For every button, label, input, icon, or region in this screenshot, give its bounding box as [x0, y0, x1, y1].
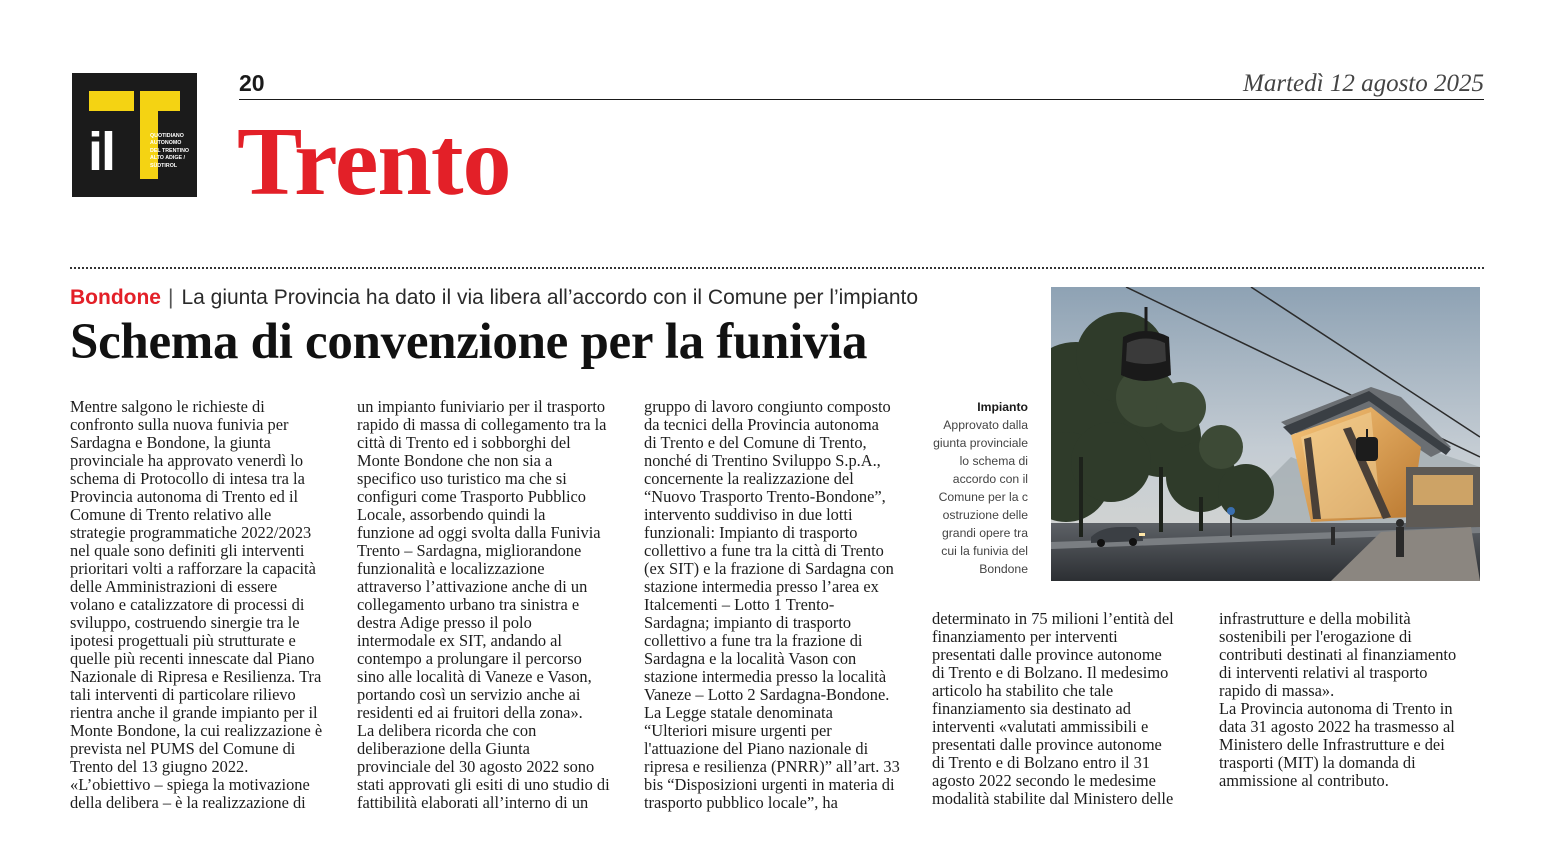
- article-text-line: Sardagna e la località Vason con: [644, 649, 857, 668]
- article-column-5: [1219, 610, 1484, 790]
- article-text-line: La delibera ricorda che con: [357, 721, 537, 740]
- article-text-line: funzione ad oggi svolta dalla Funivia: [357, 523, 601, 542]
- article-text-line: residenti ed ai fruitori della zona».: [357, 703, 583, 722]
- article-text-line: presentati dalle province autonome: [932, 735, 1162, 754]
- article-text-line: di Trento e del Comune di Trento,: [644, 433, 867, 452]
- article-column-4: [932, 610, 1197, 808]
- article-text-line: funzionali: Impianto di trasporto: [644, 523, 858, 542]
- article-column-3: [644, 398, 909, 812]
- article-text-line: Sardagna e Bondone, la giunta: [70, 433, 271, 452]
- cable-car-station-image: [1051, 287, 1480, 581]
- article-column-1: [70, 398, 335, 812]
- article-text-line: provinciale del 30 agosto 2022 sono: [357, 757, 595, 776]
- article-text-line: “Ulteriori misure urgenti per: [644, 721, 832, 740]
- article-text-line: Trento – Sardagna, migliorandone: [357, 541, 582, 560]
- article-text-line: contempo a prolungare il percorso: [357, 649, 582, 668]
- article-text-line: Trento del 13 giugno 2022.: [70, 757, 249, 776]
- article-text-line: della delibera – è la realizzazione di: [70, 793, 306, 812]
- article-text-line: collettivo a fune tra la frazione di: [644, 631, 863, 650]
- newspaper-logo: [72, 73, 197, 197]
- article-text-line: determinato in 75 milioni l’entità del: [932, 609, 1174, 628]
- logo-tagline-line: ALTO ADIGE /: [150, 155, 185, 162]
- logo-tagline-line: DEL TRENTINO: [150, 147, 190, 154]
- article-text-line: Ministero delle Infrastrutture e dei: [1219, 735, 1445, 754]
- caption-line: Bondone: [979, 562, 1028, 576]
- article-text-line: confronto sulla nuova funivia per: [70, 415, 289, 434]
- article-text-line: collegamento urbano tra sinistra e: [357, 595, 580, 614]
- article-headline: Schema di convenzione per la funivia: [70, 314, 868, 370]
- article-text-line: La Legge statale denominata: [644, 703, 833, 722]
- logo-tagline: [150, 133, 194, 170]
- article-text-line: configuri come Trasporto Pubblico: [357, 487, 586, 506]
- article-text-line: (ex SIT) e la frazione di Sardagna con: [644, 559, 894, 578]
- article-text-line: attraverso l’attivazione anche di un: [357, 577, 588, 596]
- article-text-line: finanziamento sia destinato ad: [932, 699, 1131, 718]
- article-text-line: ipotesi progettuali più strutturate e: [70, 631, 296, 650]
- article-text-line: da tecnici della Provincia autonoma: [644, 415, 879, 434]
- article-text-line: portando così un servizio anche ai: [357, 685, 581, 704]
- article-text-line: Provincia autonoma di Trento ed il: [70, 487, 299, 506]
- article-text-line: specifico uso turistico ma che si: [357, 469, 567, 488]
- article-text-line: tali interventi di particolare rilievo: [70, 685, 296, 704]
- kicker-text: La giunta Provincia ha dato il via libera all’accordo con il Comune per l’impianto: [181, 286, 919, 309]
- article-text-line: “Nuovo Trasporto Trento-Bondone”,: [644, 487, 886, 506]
- article-text-line: trasporto pubblico locale”, ha: [644, 793, 838, 812]
- article-text-line: l'attuazione del Piano nazionale di: [644, 739, 869, 758]
- article-text-line: stati approvati gli esiti di uno studio di: [357, 775, 610, 794]
- article-text-line: Locale, assorbendo quindi la: [357, 505, 546, 524]
- caption-line: Approvato dalla: [943, 418, 1028, 432]
- article-text-line: prioritari volti a rafforzare la capacità: [70, 559, 316, 578]
- article-text-line: nel quale sono definiti gli interventi: [70, 541, 305, 560]
- article-text-line: stazione intermedia presso l’area ex: [644, 577, 879, 596]
- caption-line: Comune per la c: [938, 490, 1028, 504]
- logo-i-dot: [89, 91, 134, 111]
- article-text-line: stazione intermedia presso la località: [644, 667, 887, 686]
- article-text-line: rapido di massa di collegamento tra la: [357, 415, 607, 434]
- caption-line: accordo con il: [952, 472, 1028, 486]
- caption-line: giunta provinciale: [933, 436, 1028, 450]
- article-kicker: [70, 284, 918, 312]
- article-text-line: agosto 2022 secondo le medesime: [932, 771, 1156, 790]
- section-title: Trento: [237, 108, 511, 216]
- article-text-line: infrastrutture e della mobilità: [1219, 609, 1411, 628]
- article-text-line: «L’obiettivo – spiega la motivazione: [70, 775, 310, 794]
- article-text-line: gruppo di lavoro congiunto composto: [644, 397, 891, 416]
- section-divider: [70, 267, 1484, 269]
- article-text-line: concernente la realizzazione del: [644, 469, 854, 488]
- article-text-line: modalità stabilite dal Ministero delle: [932, 789, 1174, 808]
- article-text-line: nonché di Trentino Sviluppo S.p.A.,: [644, 451, 881, 470]
- article-text-line: Italcementi – Lotto 1 Trento-: [644, 595, 835, 614]
- article-text-line: trasporti (MIT) la domanda di: [1219, 753, 1416, 772]
- article-text-line: Monte Bondone che non sia a: [357, 451, 553, 470]
- article-text-line: Vaneze – Lotto 2 Sardagna-Bondone.: [644, 685, 890, 704]
- article-text-line: interventi «valutati ammissibili e: [932, 717, 1149, 736]
- article-text-line: fattibilità elaborati all’interno di un: [357, 793, 589, 812]
- article-text-line: Comune di Trento relativo alle: [70, 505, 272, 524]
- article-text-line: Monte Bondone, la cui realizzazione è: [70, 721, 323, 740]
- caption-line: cui la funivia del: [941, 544, 1028, 558]
- article-text-line: città di Trento ed i sobborghi del: [357, 433, 571, 452]
- article-text-line: di interventi relativi al trasporto: [1219, 663, 1428, 682]
- caption-line: grandi opere tra: [941, 526, 1028, 540]
- article-text-line: schema di Protocollo di intesa tra la: [70, 469, 305, 488]
- article-text-line: presentati dalle province autonome: [932, 645, 1162, 664]
- article-photo: [1051, 287, 1480, 581]
- issue-date: Martedì 12 agosto 2025: [1243, 70, 1484, 97]
- page-number: 20: [239, 70, 265, 96]
- article-text-line: collettivo a fune tra la città di Trento: [644, 541, 884, 560]
- article-text-line: volano e catalizzatore di processi di: [70, 595, 305, 614]
- article-text-line: ripresa e resilienza (PNRR)” all’art. 33: [644, 757, 900, 776]
- article-text-line: sostenibili per l'erogazione di: [1219, 627, 1412, 646]
- article-text-line: bis “Disposizioni urgenti in materia di: [644, 775, 895, 794]
- article-text-line: rientra anche il grande impianto per il: [70, 703, 318, 722]
- article-text-line: deliberazione della Giunta: [357, 739, 530, 758]
- article-text-line: prevista nel PUMS del Comune di: [70, 739, 296, 758]
- kicker-topic: Bondone: [70, 286, 161, 309]
- article-text-line: sviluppo, costruendo sinergie tra le: [70, 613, 300, 632]
- caption-title: Impianto: [977, 400, 1028, 414]
- article-text-line: delle Amministrazioni di essere: [70, 577, 278, 596]
- article-text-line: contributi destinati al finanziamento: [1219, 645, 1457, 664]
- article-text-line: articolo ha stabilito che tale: [932, 681, 1114, 700]
- article-text-line: quelle più recenti innescate dal Piano: [70, 649, 315, 668]
- article-text-line: data 31 agosto 2022 ha trasmesso al: [1219, 717, 1455, 736]
- logo-wordmark: il: [88, 122, 115, 182]
- article-text-line: destra Adige presso il polo: [357, 613, 532, 632]
- article-text-line: Mentre salgono le richieste di: [70, 397, 265, 416]
- logo-tagline-line: SÜDTIROL: [150, 162, 178, 169]
- article-text-line: sino alle località di Vaneze e Vason,: [357, 667, 592, 686]
- caption-line: ostruzione delle: [942, 508, 1028, 522]
- article-column-2: [357, 398, 622, 812]
- kicker-separator: |: [167, 286, 174, 309]
- article-text-line: provinciale ha approvato venerdì lo: [70, 451, 304, 470]
- photo-caption: [922, 398, 1028, 578]
- article-text-line: Nazionale di Ripresa e Resilienza. Tra: [70, 667, 322, 686]
- article-text-line: La Provincia autonoma di Trento in: [1219, 699, 1453, 718]
- article-text-line: di Trento e di Bolzano. Il medesimo: [932, 663, 1169, 682]
- article-text-line: funzionalità e localizzazione: [357, 559, 545, 578]
- logo-tagline-line: AUTONOMO: [150, 140, 182, 147]
- article-text-line: rapido di massa».: [1219, 681, 1335, 700]
- article-text-line: Sardagna; impianto di trasporto: [644, 613, 852, 632]
- logo-tagline-line: QUOTIDIANO: [150, 133, 184, 139]
- article-text-line: ammissione al contributo.: [1219, 771, 1389, 790]
- article-text-line: strategie programmatiche 2022/2023: [70, 523, 312, 542]
- article-text-line: intermodale ex SIT, andando al: [357, 631, 562, 650]
- article-text-line: di Trento e di Bolzano entro il 31: [932, 753, 1151, 772]
- header-rule: [239, 99, 1484, 100]
- article-text-line: un impianto funiviario per il trasporto: [357, 397, 606, 416]
- article-text-line: finanziamento per interventi: [932, 627, 1118, 646]
- article-text-line: intervento suddiviso in due lotti: [644, 505, 853, 524]
- caption-line: lo schema di: [959, 454, 1028, 468]
